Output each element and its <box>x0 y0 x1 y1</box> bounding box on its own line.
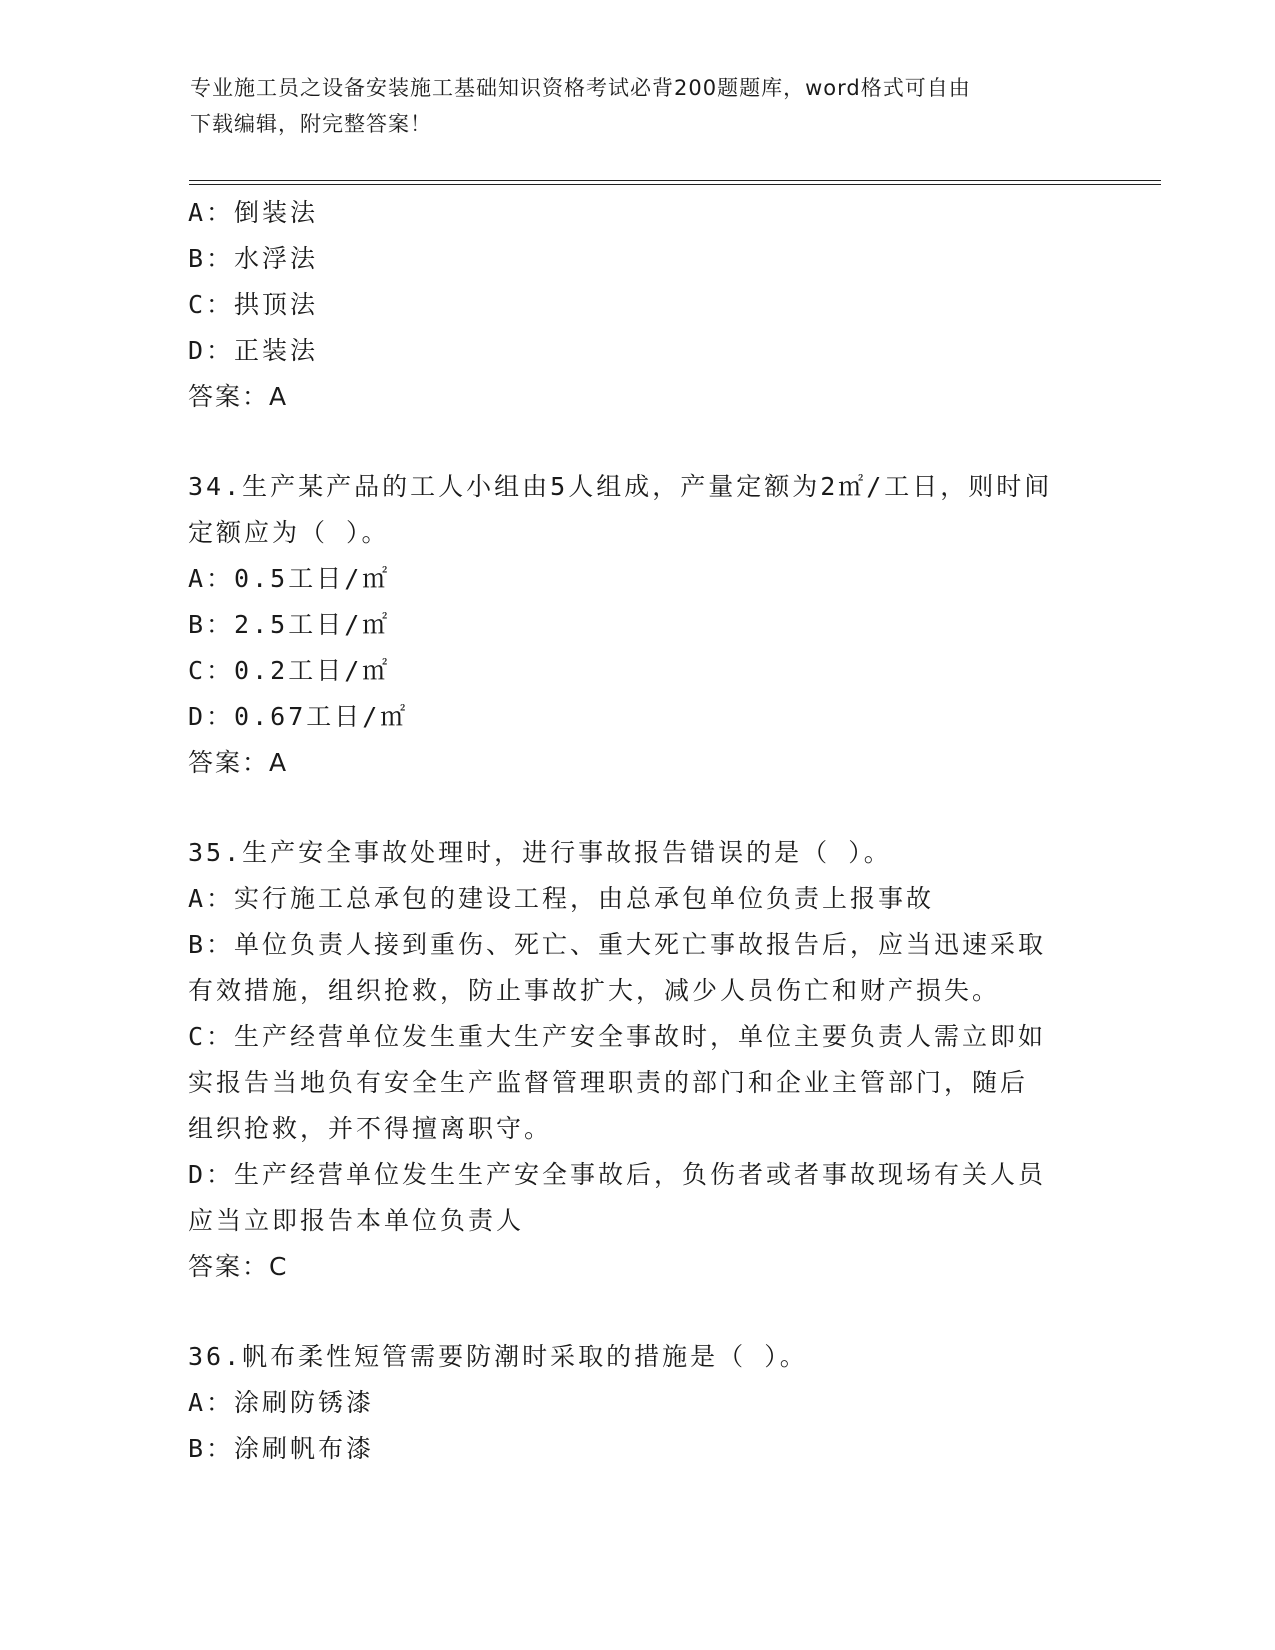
question-34 <box>188 464 1088 786</box>
question-body <box>188 190 1088 1472</box>
option-b: B：2.5工日/㎡ <box>188 610 391 639</box>
option-b-line-1: B：单位负责人接到重伤、死亡、重大死亡事故报告后，应当迅速采取 <box>188 930 1047 959</box>
spacer <box>188 1290 1088 1334</box>
option-d: D：正装法 <box>188 336 319 365</box>
option-b: B：水浮法 <box>188 244 319 273</box>
question-34-stem-line-1: 34.生产某产品的工人小组由5人组成，产量定额为2㎡/工日，则时间 <box>188 472 1053 501</box>
option-a: A：实行施工总承包的建设工程，由总承包单位负责上报事故 <box>188 884 935 913</box>
header-divider-bottom <box>189 184 1161 185</box>
header-line-2: 下载编辑，附完整答案！ <box>190 112 432 136</box>
spacer <box>188 420 1088 464</box>
option-b: B：涂刷帆布漆 <box>188 1434 375 1463</box>
option-a: A：0.5工日/㎡ <box>188 564 391 593</box>
option-c-line-2: 实报告当地负有安全生产监督管理职责的部门和企业主管部门，随后 <box>188 1068 1029 1097</box>
option-c-line-3: 组织抢救，并不得擅离职守。 <box>188 1114 553 1143</box>
option-b-line-2: 有效措施，组织抢救，防止事故扩大，减少人员伤亡和财产损失。 <box>188 976 1001 1005</box>
spacer <box>188 786 1088 830</box>
header-line-1: 专业施工员之设备安装施工基础知识资格考试必背200题题库，word格式可自由 <box>190 76 971 100</box>
answer-34: 答案：A <box>188 748 289 777</box>
answer-35: 答案：C <box>188 1252 289 1281</box>
question-34-stem-line-2: 定额应为（ ）。 <box>188 518 390 547</box>
option-d-line-1: D：生产经营单位发生生产安全事故后，负伤者或者事故现场有关人员 <box>188 1160 1047 1189</box>
answer-33: 答案：A <box>188 382 289 411</box>
option-c: C：0.2工日/㎡ <box>188 656 391 685</box>
option-c-line-1: C：生产经营单位发生重大生产安全事故时，单位主要负责人需立即如 <box>188 1022 1047 1051</box>
question-36 <box>188 1334 1088 1472</box>
option-a: A：倒装法 <box>188 198 319 227</box>
question-35-stem: 35.生产安全事故处理时，进行事故报告错误的是（ ）。 <box>188 838 892 867</box>
option-d: D：0.67工日/㎡ <box>188 702 409 731</box>
header-divider-top <box>189 180 1161 181</box>
option-a: A：涂刷防锈漆 <box>188 1388 375 1417</box>
question-36-stem: 36.帆布柔性短管需要防潮时采取的措施是（ ）。 <box>188 1342 808 1371</box>
document-header <box>190 70 1090 142</box>
question-33-options <box>188 190 1088 374</box>
option-d-line-2: 应当立即报告本单位负责人 <box>188 1206 525 1235</box>
question-35 <box>188 830 1088 1290</box>
option-c: C：拱顶法 <box>188 290 319 319</box>
